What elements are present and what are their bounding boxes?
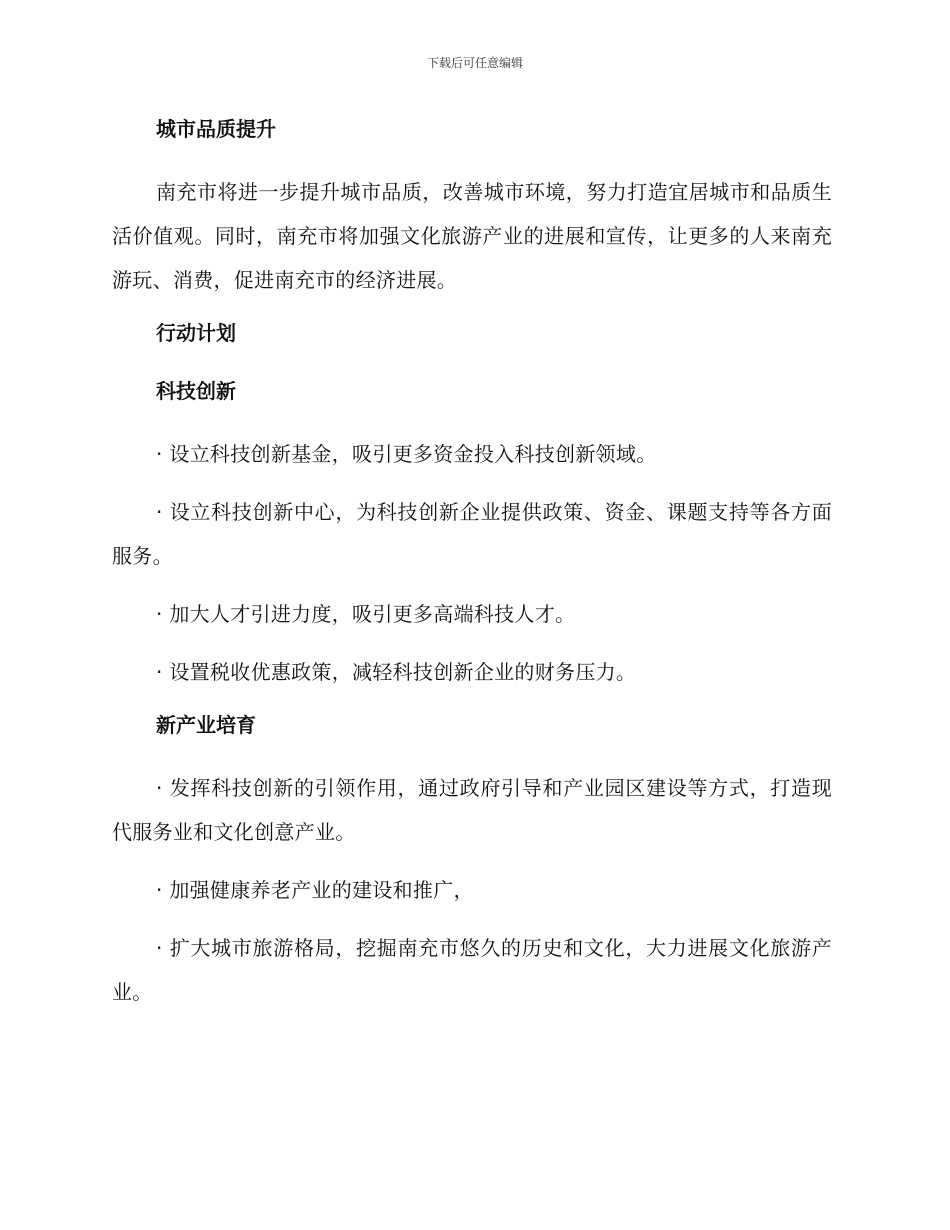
- bullet-item-tax-policy: · 设置税收优惠政策，减轻科技创新企业的财务压力。: [156, 660, 637, 684]
- header-note: 下载后可任意编辑: [426, 56, 523, 70]
- document-body: [112, 112, 832, 1014]
- bullet-item-health-elderly: · 加强健康养老产业的建设和推广，: [156, 878, 474, 902]
- bullet-item-talent: · 加大人才引进力度，吸引更多高端科技人才。: [156, 602, 576, 626]
- bullet-item-innovation-center: · 设立科技创新中心，为科技创新企业提供政策、资金、课题支持等各方面服务。: [112, 500, 832, 568]
- bullet-item-tourism: · 扩大城市旅游格局，挖掘南充市悠久的历史和文化，大力进展文化旅游产业。: [112, 936, 832, 1004]
- bullet-item-innovation-fund: · 设立科技创新基金，吸引更多资金投入科技创新领域。: [156, 442, 657, 466]
- section-heading-action-plan: 行动计划: [156, 321, 236, 345]
- section-heading-tech-innovation: 科技创新: [156, 379, 236, 403]
- section-heading-city-quality: 城市品质提升: [156, 117, 276, 141]
- bullet-item-leading-role: · 发挥科技创新的引领作用，通过政府引导和产业园区建设等方式，打造现代服务业和文化创意产业。: [112, 776, 832, 844]
- section-heading-new-industry: 新产业培育: [156, 713, 256, 737]
- paragraph-city-quality: 南充市将进一步提升城市品质，改善城市环境，努力打造宜居城市和品质生活价值观。同时，南充市将加强文化旅游产业的进展和宣传，让更多的人来南充游玩、消费，促进南充市的经济进展。: [112, 180, 832, 292]
